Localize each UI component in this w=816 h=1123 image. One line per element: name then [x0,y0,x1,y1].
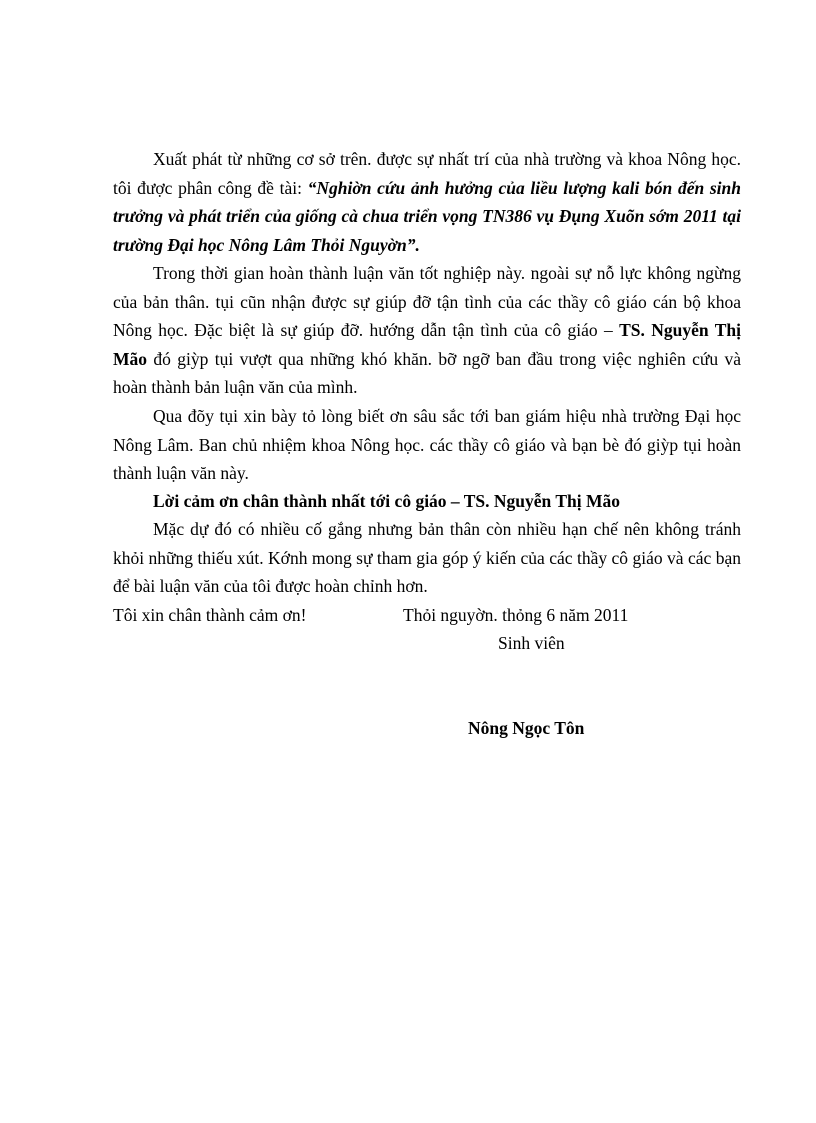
topic-intro-text: Xuất phát từ những cơ sở trên. được sự nhất trí của nhà trường và khoa Nông học. tôi được phân công đề tài: [113,149,741,198]
closing-line: Tôi xin chân thành cảm ơn! [113,605,307,625]
place-date: Thỏi nguyờn. thỏng 6 năm 2011 [403,605,629,625]
paragraph-limitations: Mặc dự đó có nhiều cố gắng nhưng bản thân còn nhiều hạn chế nên không tránh khỏi những thiếu xút. Kớnh mong sự tham gia góp ý kiến của các thầy cô giáo và các bạn để bài luận văn của tôi được hoàn chỉnh hơn. [113,519,741,596]
acknowledgement-text-1: Trong thời gian hoàn thành luận văn tốt nghiệp này. ngoài sự nỗ lực không ngừng của bản thân. tụi cũn nhận được sự giúp đỡ tận tình của các thầy cô giáo cán bộ khoa Nông học. Đặc biệt là sự giúp đỡ. hướng dẫn tận tình của cô giáo – [113,263,741,340]
acknowledgement-text-2: đó giỳp tụi vượt qua những khó khăn. bỡ ngỡ ban đầu trong việc nghiên cứu và hoàn thành bản luận văn của mình. [113,348,741,397]
supervisor-name: TS. Nguyễn Thị Mão [113,320,742,369]
thanks-heading: Lời cảm ơn chân thành nhất tới cô giáo – TS. Nguyễn Thị Mão [153,491,620,511]
thesis-title: “Nghiờn cứu ảnh hưởng của liều lượng kali bón đến sinh trưởng và phát triển của giống cà chua triển vọng TN386 vụ Đụng Xuõn sớm 2011 tại trường Đại học Nông Lâm Thỏi Nguyờn”. [113,177,741,255]
paragraph-acknowledgement [113,259,741,402]
author-name: Nông Ngọc Tôn [468,718,585,738]
signer-role: Sinh viên [498,633,565,653]
paragraph-topic [113,145,741,259]
paragraph-gratitude: Qua đõy tụi xin bày tỏ lòng biết ơn sâu sắc tới ban giám hiệu nhà trường Đại học Nông Lâm. Ban chủ nhiệm khoa Nông học. các thầy cô giáo và bạn bè đó giỳp tụi hoàn thành luận văn này. [113,406,741,483]
